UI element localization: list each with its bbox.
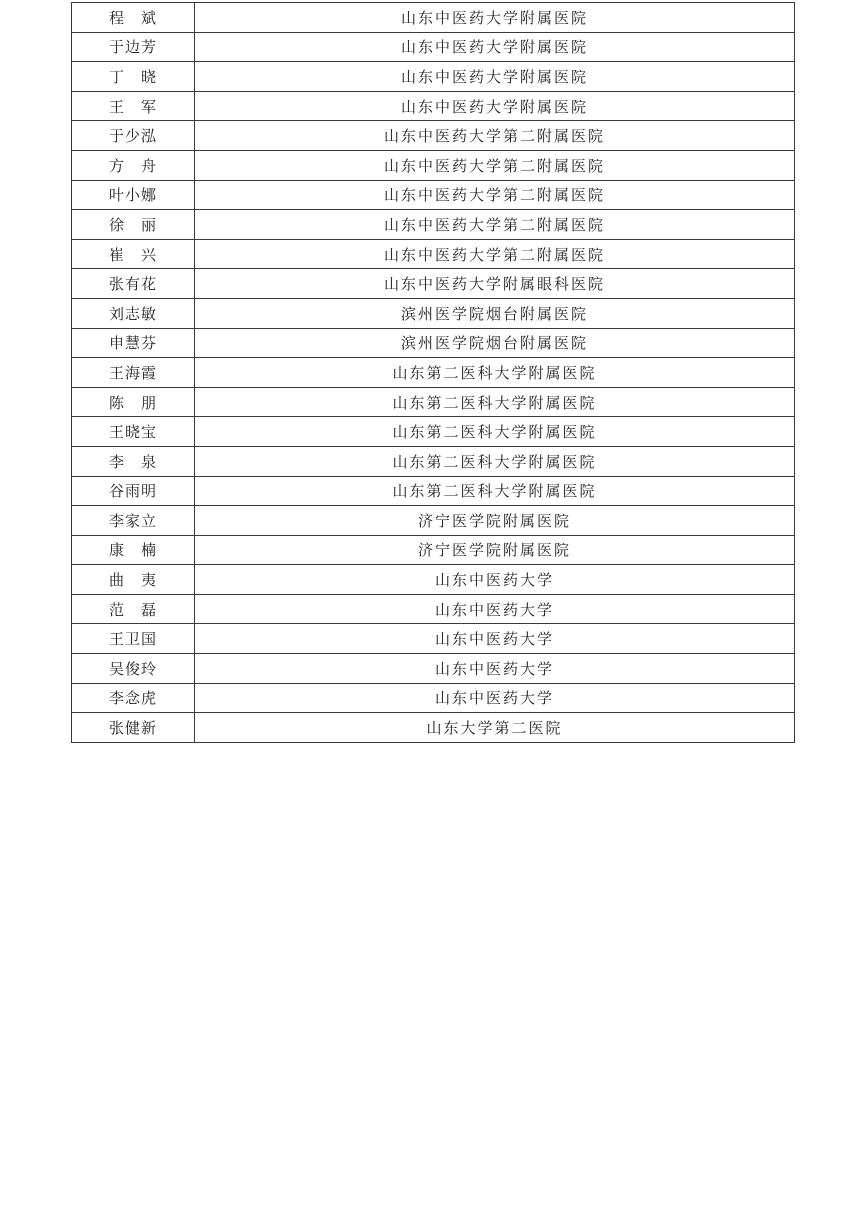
institution-cell: 山东中医药大学附属医院 xyxy=(195,62,795,92)
table-row xyxy=(72,121,795,151)
name-cell: 张健新 xyxy=(72,713,195,743)
name-cell: 于边芳 xyxy=(72,32,195,62)
name-cell: 康 楠 xyxy=(72,535,195,565)
institution-cell: 山东中医药大学附属医院 xyxy=(195,3,795,33)
institution-cell: 滨州医学院烟台附属医院 xyxy=(195,328,795,358)
table-row xyxy=(72,358,795,388)
table-row xyxy=(72,417,795,447)
table-row xyxy=(72,328,795,358)
institution-cell: 山东中医药大学第二附属医院 xyxy=(195,150,795,180)
table-row xyxy=(72,210,795,240)
institution-cell: 山东中医药大学附属医院 xyxy=(195,91,795,121)
table-row xyxy=(72,387,795,417)
name-cell: 刘志敏 xyxy=(72,298,195,328)
name-cell: 张有花 xyxy=(72,269,195,299)
table-row xyxy=(72,683,795,713)
name-cell: 丁 晓 xyxy=(72,62,195,92)
table-row xyxy=(72,565,795,595)
name-cell: 王卫国 xyxy=(72,624,195,654)
institution-cell: 济宁医学院附属医院 xyxy=(195,506,795,536)
name-cell: 吴俊玲 xyxy=(72,654,195,684)
institution-cell: 山东中医药大学 xyxy=(195,565,795,595)
table-row xyxy=(72,506,795,536)
institution-cell: 山东第二医科大学附属医院 xyxy=(195,358,795,388)
institution-cell: 山东中医药大学第二附属医院 xyxy=(195,180,795,210)
institution-cell: 山东第二医科大学附属医院 xyxy=(195,387,795,417)
table-row xyxy=(72,150,795,180)
table-row xyxy=(72,594,795,624)
name-cell: 申慧芬 xyxy=(72,328,195,358)
institution-cell: 山东第二医科大学附属医院 xyxy=(195,476,795,506)
institution-cell: 山东中医药大学附属眼科医院 xyxy=(195,269,795,299)
name-cell: 李 泉 xyxy=(72,446,195,476)
institution-cell: 山东中医药大学 xyxy=(195,594,795,624)
table-row xyxy=(72,535,795,565)
name-cell: 于少泓 xyxy=(72,121,195,151)
institution-cell: 山东中医药大学 xyxy=(195,624,795,654)
institution-cell: 山东第二医科大学附属医院 xyxy=(195,446,795,476)
table-row xyxy=(72,713,795,743)
name-cell: 李家立 xyxy=(72,506,195,536)
name-cell: 徐 丽 xyxy=(72,210,195,240)
institution-cell: 山东中医药大学第二附属医院 xyxy=(195,239,795,269)
name-cell: 叶小娜 xyxy=(72,180,195,210)
name-cell: 曲 夷 xyxy=(72,565,195,595)
table-row xyxy=(72,298,795,328)
name-cell: 李念虎 xyxy=(72,683,195,713)
table-row xyxy=(72,32,795,62)
roster-table xyxy=(71,2,795,743)
table-row xyxy=(72,476,795,506)
table-row xyxy=(72,91,795,121)
institution-cell: 山东第二医科大学附属医院 xyxy=(195,417,795,447)
institution-cell: 山东中医药大学附属医院 xyxy=(195,32,795,62)
name-cell: 王 军 xyxy=(72,91,195,121)
table-row xyxy=(72,654,795,684)
table-row xyxy=(72,62,795,92)
table-row xyxy=(72,624,795,654)
institution-cell: 滨州医学院烟台附属医院 xyxy=(195,298,795,328)
roster-table-body xyxy=(72,3,795,743)
name-cell: 陈 朋 xyxy=(72,387,195,417)
table-row xyxy=(72,269,795,299)
institution-cell: 山东中医药大学 xyxy=(195,683,795,713)
table-row xyxy=(72,3,795,33)
institution-cell: 山东中医药大学 xyxy=(195,654,795,684)
name-cell: 王晓宝 xyxy=(72,417,195,447)
institution-cell: 济宁医学院附属医院 xyxy=(195,535,795,565)
name-cell: 王海霞 xyxy=(72,358,195,388)
institution-cell: 山东大学第二医院 xyxy=(195,713,795,743)
table-row xyxy=(72,446,795,476)
institution-cell: 山东中医药大学第二附属医院 xyxy=(195,210,795,240)
table-row xyxy=(72,239,795,269)
name-cell: 崔 兴 xyxy=(72,239,195,269)
institution-cell: 山东中医药大学第二附属医院 xyxy=(195,121,795,151)
table-row xyxy=(72,180,795,210)
name-cell: 谷雨明 xyxy=(72,476,195,506)
name-cell: 方 舟 xyxy=(72,150,195,180)
name-cell: 程 斌 xyxy=(72,3,195,33)
name-cell: 范 磊 xyxy=(72,594,195,624)
